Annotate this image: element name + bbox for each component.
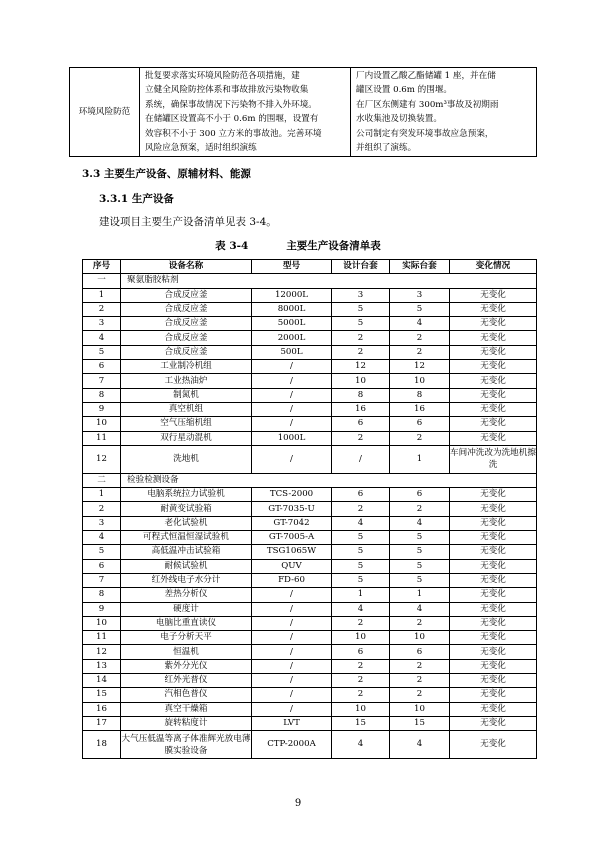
cell-col-actual-qty: 4: [390, 602, 450, 616]
section-number: 一: [83, 274, 121, 288]
cell-col-design-qty: 6: [332, 417, 390, 431]
text-line: 批复要求落实环境风险防范各项措施，建: [145, 71, 300, 81]
cell-col-actual-qty: 2: [390, 431, 450, 445]
cell-col-actual-qty: 8: [390, 388, 450, 402]
cell-col-name: 合成反应釜: [121, 331, 252, 345]
cell-col-change: 无变化: [450, 631, 537, 645]
cell-col-actual-qty: 4: [390, 731, 450, 759]
cell-col-actual-qty: 5: [390, 545, 450, 559]
cell-col-change: 无变化: [450, 731, 537, 759]
cell-col-no: 10: [83, 616, 121, 630]
cell-col-name: 真空干燥箱: [121, 702, 252, 716]
cell-col-actual-qty: 15: [390, 716, 450, 730]
cell-col-name: 电脑比重直读仪: [121, 616, 252, 630]
intro-paragraph: 建设项目主要生产设备清单见表 3-4。: [99, 216, 277, 228]
cell-col-design-qty: 5: [332, 302, 390, 316]
cell-col-change: 无变化: [450, 360, 537, 374]
text-line: 在厂区东侧建有 300m³事故及初期雨: [356, 99, 499, 110]
cell-col-no: 11: [83, 431, 121, 445]
table-row: [83, 631, 537, 645]
cell-col-no: 18: [83, 731, 121, 759]
cell-col-change: 无变化: [450, 716, 537, 730]
cell-col-design-qty: 10: [332, 374, 390, 388]
cell-col-model: /: [252, 674, 332, 688]
header-col-no: 序号: [83, 260, 121, 274]
cell-col-design-qty: 6: [332, 645, 390, 659]
cell-col-change: 无变化: [450, 573, 537, 587]
cell-col-change: 无变化: [450, 702, 537, 716]
table-row: [83, 402, 537, 416]
text-line: 并组织了演练。: [356, 143, 417, 154]
cell-col-no: 11: [83, 631, 121, 645]
cell-col-no: 10: [83, 417, 121, 431]
cell-col-actual-qty: 10: [390, 631, 450, 645]
cell-col-actual-qty: 12: [390, 360, 450, 374]
cell-col-design-qty: 2: [332, 674, 390, 688]
cell-col-name: 恒温机: [121, 645, 252, 659]
equipment-table: [82, 259, 537, 759]
table-row: [83, 502, 537, 516]
cell-col-model: GT-7035-U: [252, 502, 332, 516]
cell-col-no: 12: [83, 645, 121, 659]
table-row: [83, 702, 537, 716]
cell-col-name: 工业热油炉: [121, 374, 252, 388]
cell-col-actual-qty: 2: [390, 688, 450, 702]
table-row: [83, 445, 537, 473]
cell-col-model: LVT: [252, 716, 332, 730]
section-row: [83, 473, 537, 487]
header-col-actual-qty: 实际台套: [390, 260, 450, 274]
cell-col-actual-qty: 2: [390, 616, 450, 630]
table-row: [83, 645, 537, 659]
cell-col-name: 耐候试验机: [121, 559, 252, 573]
cell-col-no: 1: [83, 488, 121, 502]
cell-col-change: 无变化: [450, 331, 537, 345]
cell-col-model: 8000L: [252, 302, 332, 316]
cell-col-change: 无变化: [450, 616, 537, 630]
cell-col-design-qty: 10: [332, 702, 390, 716]
cell-col-actual-qty: 1: [390, 588, 450, 602]
cell-col-design-qty: 4: [332, 602, 390, 616]
cell-col-change: 无变化: [450, 688, 537, 702]
approval-requirement-cell: [140, 68, 351, 157]
cell-col-design-qty: 5: [332, 317, 390, 331]
cell-col-no: 5: [83, 545, 121, 559]
cell-col-actual-qty: 2: [390, 674, 450, 688]
cell-col-design-qty: 2: [332, 502, 390, 516]
table-row: [83, 659, 537, 673]
cell-col-actual-qty: 6: [390, 488, 450, 502]
cell-col-change: 无变化: [450, 488, 537, 502]
cell-col-name: 制氮机: [121, 388, 252, 402]
table-row: [83, 602, 537, 616]
table-row: [83, 488, 537, 502]
cell-col-no: 16: [83, 702, 121, 716]
text-line: 立健全风险防控体系和事故排放污染物收集: [145, 85, 309, 96]
table-title: 主要生产设备清单表: [286, 240, 381, 252]
cell-col-name: 红外光普仪: [121, 674, 252, 688]
text-line: 厂内设置乙酸乙酯储罐 1 座，并在储: [356, 71, 496, 81]
cell-col-no: 15: [83, 688, 121, 702]
cell-col-model: /: [252, 360, 332, 374]
table-row: [83, 331, 537, 345]
cell-col-name: 紫外分光仪: [121, 659, 252, 673]
cell-col-name: 空气压缩机组: [121, 417, 252, 431]
cell-col-name: 合成反应釜: [121, 288, 252, 302]
cell-col-name: 差热分析仪: [121, 588, 252, 602]
text-line: 罐区设置 0.6m 的围堰。: [356, 85, 453, 96]
table-row: [83, 545, 537, 559]
text-line: 系统，确保事故情况下污染物不排入外环境。: [145, 99, 317, 110]
cell-col-no: 5: [83, 345, 121, 359]
cell-col-model: /: [252, 645, 332, 659]
cell-col-no: 17: [83, 716, 121, 730]
header-col-design-qty: 设计台套: [332, 260, 390, 274]
cell-col-change: 无变化: [450, 317, 537, 331]
cell-col-actual-qty: 5: [390, 531, 450, 545]
cell-col-design-qty: 2: [332, 616, 390, 630]
cell-col-model: 12000L: [252, 288, 332, 302]
cell-col-actual-qty: 2: [390, 345, 450, 359]
cell-col-change: 无变化: [450, 374, 537, 388]
text-line: 效容积不小于 300 立方米的事故池。完善环境: [145, 128, 322, 139]
cell-col-change: 无变化: [450, 545, 537, 559]
cell-col-change: 无变化: [450, 645, 537, 659]
cell-col-design-qty: 4: [332, 516, 390, 530]
cell-col-model: /: [252, 588, 332, 602]
cell-col-model: /: [252, 402, 332, 416]
section-row: [83, 274, 537, 288]
cell-col-model: FD-60: [252, 573, 332, 587]
table-row: [83, 360, 537, 374]
cell-col-design-qty: 6: [332, 488, 390, 502]
cell-col-design-qty: 2: [332, 688, 390, 702]
header-col-change: 变化情况: [450, 260, 537, 274]
cell-col-design-qty: 5: [332, 531, 390, 545]
cell-col-name: 耐黄变试验箱: [121, 502, 252, 516]
cell-col-model: GT-7005-A: [252, 531, 332, 545]
risk-category-label: 环境风险防范: [70, 68, 140, 157]
cell-col-design-qty: 5: [332, 573, 390, 587]
cell-col-name: 电脑系统拉力试验机: [121, 488, 252, 502]
cell-col-model: TSG1065W: [252, 545, 332, 559]
cell-col-design-qty: 2: [332, 345, 390, 359]
cell-col-actual-qty: 2: [390, 502, 450, 516]
cell-col-change: 无变化: [450, 516, 537, 530]
cell-col-no: 3: [83, 516, 121, 530]
cell-col-change: 无变化: [450, 345, 537, 359]
cell-col-name: 可程式恒温恒湿试验机: [121, 531, 252, 545]
table-row: [83, 731, 537, 759]
cell-col-model: QUV: [252, 559, 332, 573]
cell-col-name: 老化试验机: [121, 516, 252, 530]
cell-col-name: 硬度计: [121, 602, 252, 616]
cell-col-actual-qty: 10: [390, 374, 450, 388]
cell-col-model: /: [252, 631, 332, 645]
cell-col-design-qty: 1: [332, 588, 390, 602]
cell-col-design-qty: 12: [332, 360, 390, 374]
table-row: [83, 302, 537, 316]
page-number: 9: [294, 798, 302, 809]
text-line: 水收集池及切换装置。: [356, 114, 442, 125]
cell-col-change: 无变化: [450, 417, 537, 431]
cell-col-model: /: [252, 417, 332, 431]
cell-col-model: /: [252, 445, 332, 473]
cell-col-change: 无变化: [450, 431, 537, 445]
section-name: 聚氨脂胶粘剂: [121, 274, 537, 288]
cell-col-model: /: [252, 688, 332, 702]
cell-col-actual-qty: 16: [390, 402, 450, 416]
cell-col-actual-qty: 6: [390, 417, 450, 431]
cell-col-model: CTP-2000A: [252, 731, 332, 759]
cell-col-design-qty: 4: [332, 731, 390, 759]
cell-col-design-qty: 15: [332, 716, 390, 730]
table-row: [83, 688, 537, 702]
implementation-status-cell: [351, 68, 537, 157]
text-line: 公司制定有突发环境事故应急预案，: [356, 128, 494, 139]
cell-col-model: GT-7042: [252, 516, 332, 530]
equipment-table-body: [83, 274, 537, 759]
cell-col-actual-qty: 2: [390, 331, 450, 345]
cell-col-name: 大气压低温等离子体准辉光放电薄膜实验设备: [121, 731, 252, 759]
cell-col-no: 9: [83, 602, 121, 616]
cell-col-change: 无变化: [450, 502, 537, 516]
cell-col-design-qty: 16: [332, 402, 390, 416]
table-row: [83, 388, 537, 402]
cell-col-no: 8: [83, 388, 121, 402]
section-heading-3-3: 3.3 主要生产设备、原辅材料、能源: [82, 168, 251, 180]
cell-col-design-qty: 2: [332, 659, 390, 673]
cell-col-change: 无变化: [450, 388, 537, 402]
cell-col-name: 高低温冲击试验箱: [121, 545, 252, 559]
table-row: [83, 674, 537, 688]
section-name: 检验检测设备: [121, 473, 537, 487]
cell-col-name: 红外线电子水分计: [121, 573, 252, 587]
cell-col-change: 无变化: [450, 659, 537, 673]
cell-col-change: 无变化: [450, 588, 537, 602]
header-col-model: 型号: [252, 260, 332, 274]
cell-col-design-qty: /: [332, 445, 390, 473]
cell-col-actual-qty: 10: [390, 702, 450, 716]
cell-col-actual-qty: 2: [390, 659, 450, 673]
cell-col-model: 500L: [252, 345, 332, 359]
cell-col-name: 工业制冷机组: [121, 360, 252, 374]
cell-col-name: 合成反应釜: [121, 345, 252, 359]
cell-col-model: 5000L: [252, 317, 332, 331]
cell-col-name: 真空机组: [121, 402, 252, 416]
cell-col-actual-qty: 5: [390, 302, 450, 316]
table-row: [83, 317, 537, 331]
cell-col-change: 无变化: [450, 602, 537, 616]
cell-col-no: 3: [83, 317, 121, 331]
cell-col-no: 1: [83, 288, 121, 302]
cell-col-change: 无变化: [450, 531, 537, 545]
header-col-name: 设备名称: [121, 260, 252, 274]
cell-col-no: 7: [83, 573, 121, 587]
cell-col-model: 1000L: [252, 431, 332, 445]
table-row: [83, 516, 537, 530]
table-row: [83, 588, 537, 602]
table-row: [83, 573, 537, 587]
cell-col-no: 14: [83, 674, 121, 688]
table-row: [83, 559, 537, 573]
section-heading-3-3-1: 3.3.1 生产设备: [99, 193, 174, 205]
cell-col-no: 4: [83, 531, 121, 545]
cell-col-change: 无变化: [450, 288, 537, 302]
cell-col-model: /: [252, 659, 332, 673]
cell-col-actual-qty: 6: [390, 645, 450, 659]
cell-col-name: 汽相色普仪: [121, 688, 252, 702]
cell-col-change: 车间冲洗改为洗地机擦洗: [450, 445, 537, 473]
cell-col-name: 合成反应釜: [121, 302, 252, 316]
table-row: [83, 431, 537, 445]
cell-col-change: 无变化: [450, 559, 537, 573]
cell-col-name: 旋转粘度计: [121, 716, 252, 730]
cell-col-name: 洗地机: [121, 445, 252, 473]
cell-col-actual-qty: 3: [390, 288, 450, 302]
table-caption: [0, 238, 596, 253]
cell-col-actual-qty: 5: [390, 573, 450, 587]
cell-col-actual-qty: 4: [390, 516, 450, 530]
cell-col-model: 2000L: [252, 331, 332, 345]
table-row: [83, 417, 537, 431]
cell-col-model: TCS-2000: [252, 488, 332, 502]
table-row: [83, 616, 537, 630]
cell-col-model: /: [252, 388, 332, 402]
cell-col-change: 无变化: [450, 402, 537, 416]
environmental-risk-table: [69, 67, 537, 157]
cell-col-design-qty: 5: [332, 545, 390, 559]
cell-col-actual-qty: 1: [390, 445, 450, 473]
cell-col-no: 7: [83, 374, 121, 388]
table-row: [83, 716, 537, 730]
table-row: [83, 345, 537, 359]
table-row: [83, 374, 537, 388]
cell-col-design-qty: 5: [332, 559, 390, 573]
cell-col-no: 2: [83, 502, 121, 516]
cell-col-change: 无变化: [450, 302, 537, 316]
table-number: 表 3-4: [215, 240, 249, 252]
cell-col-design-qty: 8: [332, 388, 390, 402]
cell-col-no: 6: [83, 360, 121, 374]
cell-col-design-qty: 10: [332, 631, 390, 645]
cell-col-model: /: [252, 602, 332, 616]
cell-col-name: 合成反应釜: [121, 317, 252, 331]
cell-col-no: 9: [83, 402, 121, 416]
cell-col-no: 4: [83, 331, 121, 345]
cell-col-no: 8: [83, 588, 121, 602]
cell-col-design-qty: 2: [332, 331, 390, 345]
section-number: 二: [83, 473, 121, 487]
cell-col-model: /: [252, 374, 332, 388]
cell-col-name: 双行星动混机: [121, 431, 252, 445]
cell-col-change: 无变化: [450, 674, 537, 688]
cell-col-name: 电子分析天平: [121, 631, 252, 645]
cell-col-no: 6: [83, 559, 121, 573]
table-row: [83, 288, 537, 302]
text-line: 风险应急预案，适时组织演练: [145, 143, 257, 154]
text-line: 在储罐区设置高不小于 0.6m 的围堰，设置有: [145, 114, 319, 125]
cell-col-no: 12: [83, 445, 121, 473]
table-row: [83, 531, 537, 545]
cell-col-model: /: [252, 616, 332, 630]
cell-col-design-qty: 2: [332, 431, 390, 445]
cell-col-design-qty: 3: [332, 288, 390, 302]
cell-col-actual-qty: 4: [390, 317, 450, 331]
cell-col-no: 2: [83, 302, 121, 316]
cell-col-actual-qty: 5: [390, 559, 450, 573]
equipment-table-header: [83, 260, 537, 274]
cell-col-model: /: [252, 702, 332, 716]
cell-col-no: 13: [83, 659, 121, 673]
environmental-risk-row: [70, 68, 537, 157]
